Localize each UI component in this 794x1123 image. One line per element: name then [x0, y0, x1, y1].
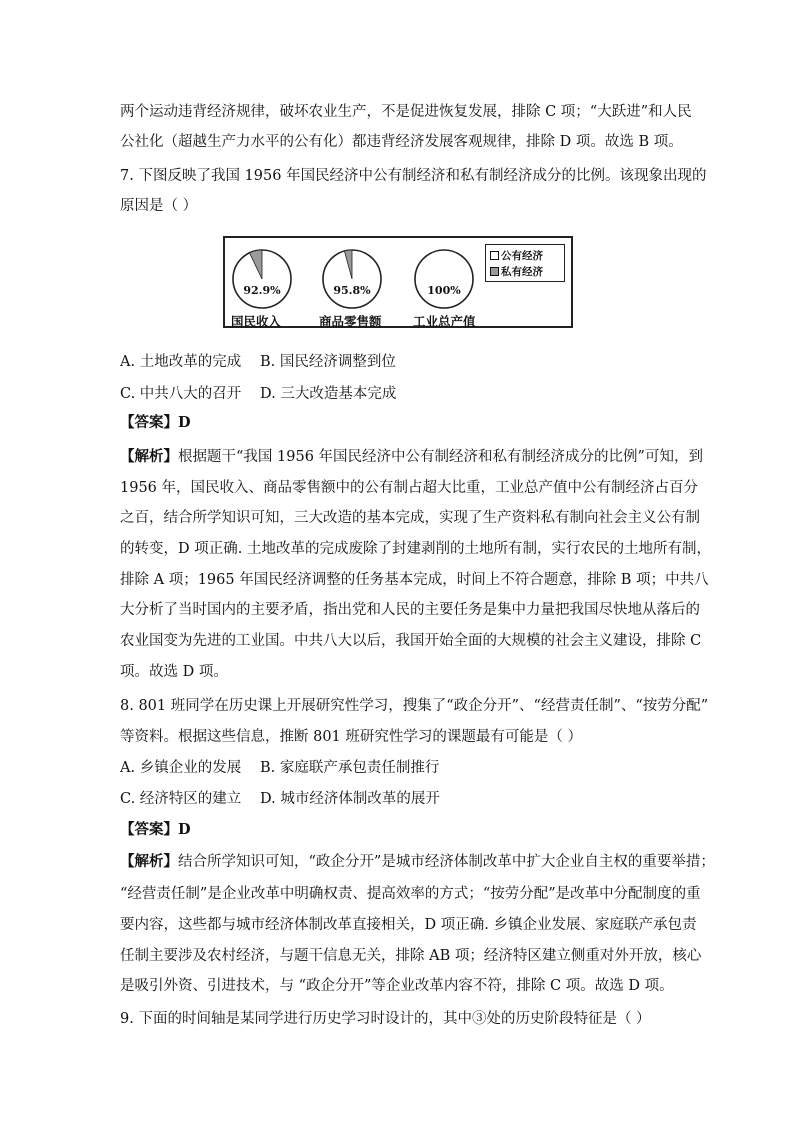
- question-7-stem: 原因是（ ）: [120, 198, 198, 214]
- analysis-tag: 【解析】: [120, 448, 178, 465]
- analysis-line: 项。故选 D 项。: [120, 664, 228, 680]
- pie-value-label: 95.8%: [333, 284, 371, 297]
- pie-chart-industrial-output: [413, 248, 475, 310]
- analysis-text: 结合所学知识可知，“政企分开”是城市经济体制改革中扩大企业自主权的重要举措；: [178, 854, 715, 870]
- legend-swatch: [490, 267, 499, 276]
- analysis-tag: 【解析】: [120, 853, 178, 870]
- analysis-line: 任制主要涉及农村经济，与题干信息无关，排除 AB 项；经济特区建立侧重对外开放，核心: [120, 948, 702, 964]
- option-b: B. 家庭联产承包责任制推行: [260, 760, 440, 776]
- text-line: 两个运动违背经济规律，破坏农业生产，不是促进恢复发展，排除 C 项；“大跃进”和人民: [120, 104, 692, 120]
- legend-item-private: [490, 264, 543, 279]
- analysis-line: “经营责任制”是企业改革中明确权责、提高效率的方式；“按劳分配”是改革中分配制度的重: [120, 886, 701, 902]
- legend-swatch: [490, 251, 499, 260]
- answer-label: 【答案】D: [120, 821, 191, 838]
- analysis-line: 要内容，这些都与城市经济体制改革直接相关，D 项正确. 乡镇企业发展、家庭联产承包责: [120, 917, 697, 933]
- option-d: D. 城市经济体制改革的展开: [260, 791, 440, 807]
- pie-public-slice: [415, 250, 473, 308]
- question-8-stem: 8. 801 班同学在历史课上开展研究性学习，搜集了“政企分开”、“经营责任制”、“按劳分配”: [120, 698, 709, 714]
- question-7-stem: 7. 下图反映了我国 1956 年国民经济中公有制经济和私有制经济成分的比例。该现象出现的: [120, 168, 707, 184]
- legend-label: 公有经济: [501, 250, 543, 262]
- legend-item-public: [490, 248, 543, 263]
- legend-label: 私有经济: [501, 266, 543, 278]
- analysis-line: 1956 年，国民收入、商品零售额中的公有制占超大比重，工业总产值中公有制经济占百分: [120, 480, 699, 496]
- pie-svg: [321, 248, 383, 310]
- pie-caption: 商品零售额: [319, 314, 382, 329]
- analysis-line: 排除 A 项；1965 年国民经济调整的任务基本完成，时间上不符合题意，排除 B 项；中共八: [120, 572, 709, 588]
- analysis-line: 大分析了当时国内的主要矛盾，指出党和人民的主要任务是集中力量把我国尽快地从落后的: [120, 602, 700, 618]
- analysis-line: 的转变，D 项正确. 土地改革的完成废除了封建剥削的土地所有制，实行农民的土地所有制，: [120, 541, 711, 557]
- analysis-line: 之百，结合所学知识可知，三大改造的基本完成，实现了生产资料私有制向社会主义公有制: [120, 510, 700, 526]
- option-a: A. 土地改革的完成: [120, 354, 242, 370]
- pie-caption: 工业总产值: [413, 314, 476, 329]
- question-8-stem: 等资料。根据这些信息，推断 801 班研究性学习的课题最有可能是（ ）: [120, 729, 583, 745]
- answer-label: 【答案】D: [120, 414, 191, 431]
- pie-value-label: 92.9%: [243, 284, 281, 297]
- pie-chart-retail-sales: [321, 248, 383, 310]
- analysis-line: 是吸引外资、引进技术，与 “政企分开”等企业改革内容不符，排除 C 项。故选 D 项。: [120, 978, 674, 994]
- chart-legend: [485, 244, 565, 282]
- text-line: 公社化（超越生产力水平的公有化）都违背经济发展客观规律，排除 D 项。故选 B 项。: [120, 134, 683, 150]
- pie-svg: [231, 248, 293, 310]
- pie-svg: [413, 248, 475, 310]
- question-9-stem: 9. 下面的时间轴是某同学进行历史学习时设计的，其中③处的历史阶段特征是（ ）: [120, 1011, 651, 1027]
- option-d: D. 三大改造基本完成: [260, 386, 397, 402]
- analysis-line: [120, 447, 703, 467]
- pie-chart-national-income: [231, 248, 293, 310]
- option-b: B. 国民经济调整到位: [260, 354, 396, 370]
- analysis-line: 农业国变为先进的工业国。中共八大以后，我国开始全面的大规模的社会主义建设，排除 C: [120, 633, 702, 649]
- option-c: C. 中共八大的召开: [120, 386, 242, 402]
- pie-caption: 国民收入: [231, 314, 282, 329]
- option-c: C. 经济特区的建立: [120, 791, 242, 807]
- analysis-line: [120, 852, 715, 872]
- analysis-text: 根据题干“我国 1956 年国民经济中公有制经济和私有制经济成分的比例”可知，到: [178, 449, 703, 465]
- pie-value-label: 100%: [427, 284, 461, 297]
- pie-chart-figure: [223, 236, 573, 328]
- option-a: A. 乡镇企业的发展: [120, 760, 242, 776]
